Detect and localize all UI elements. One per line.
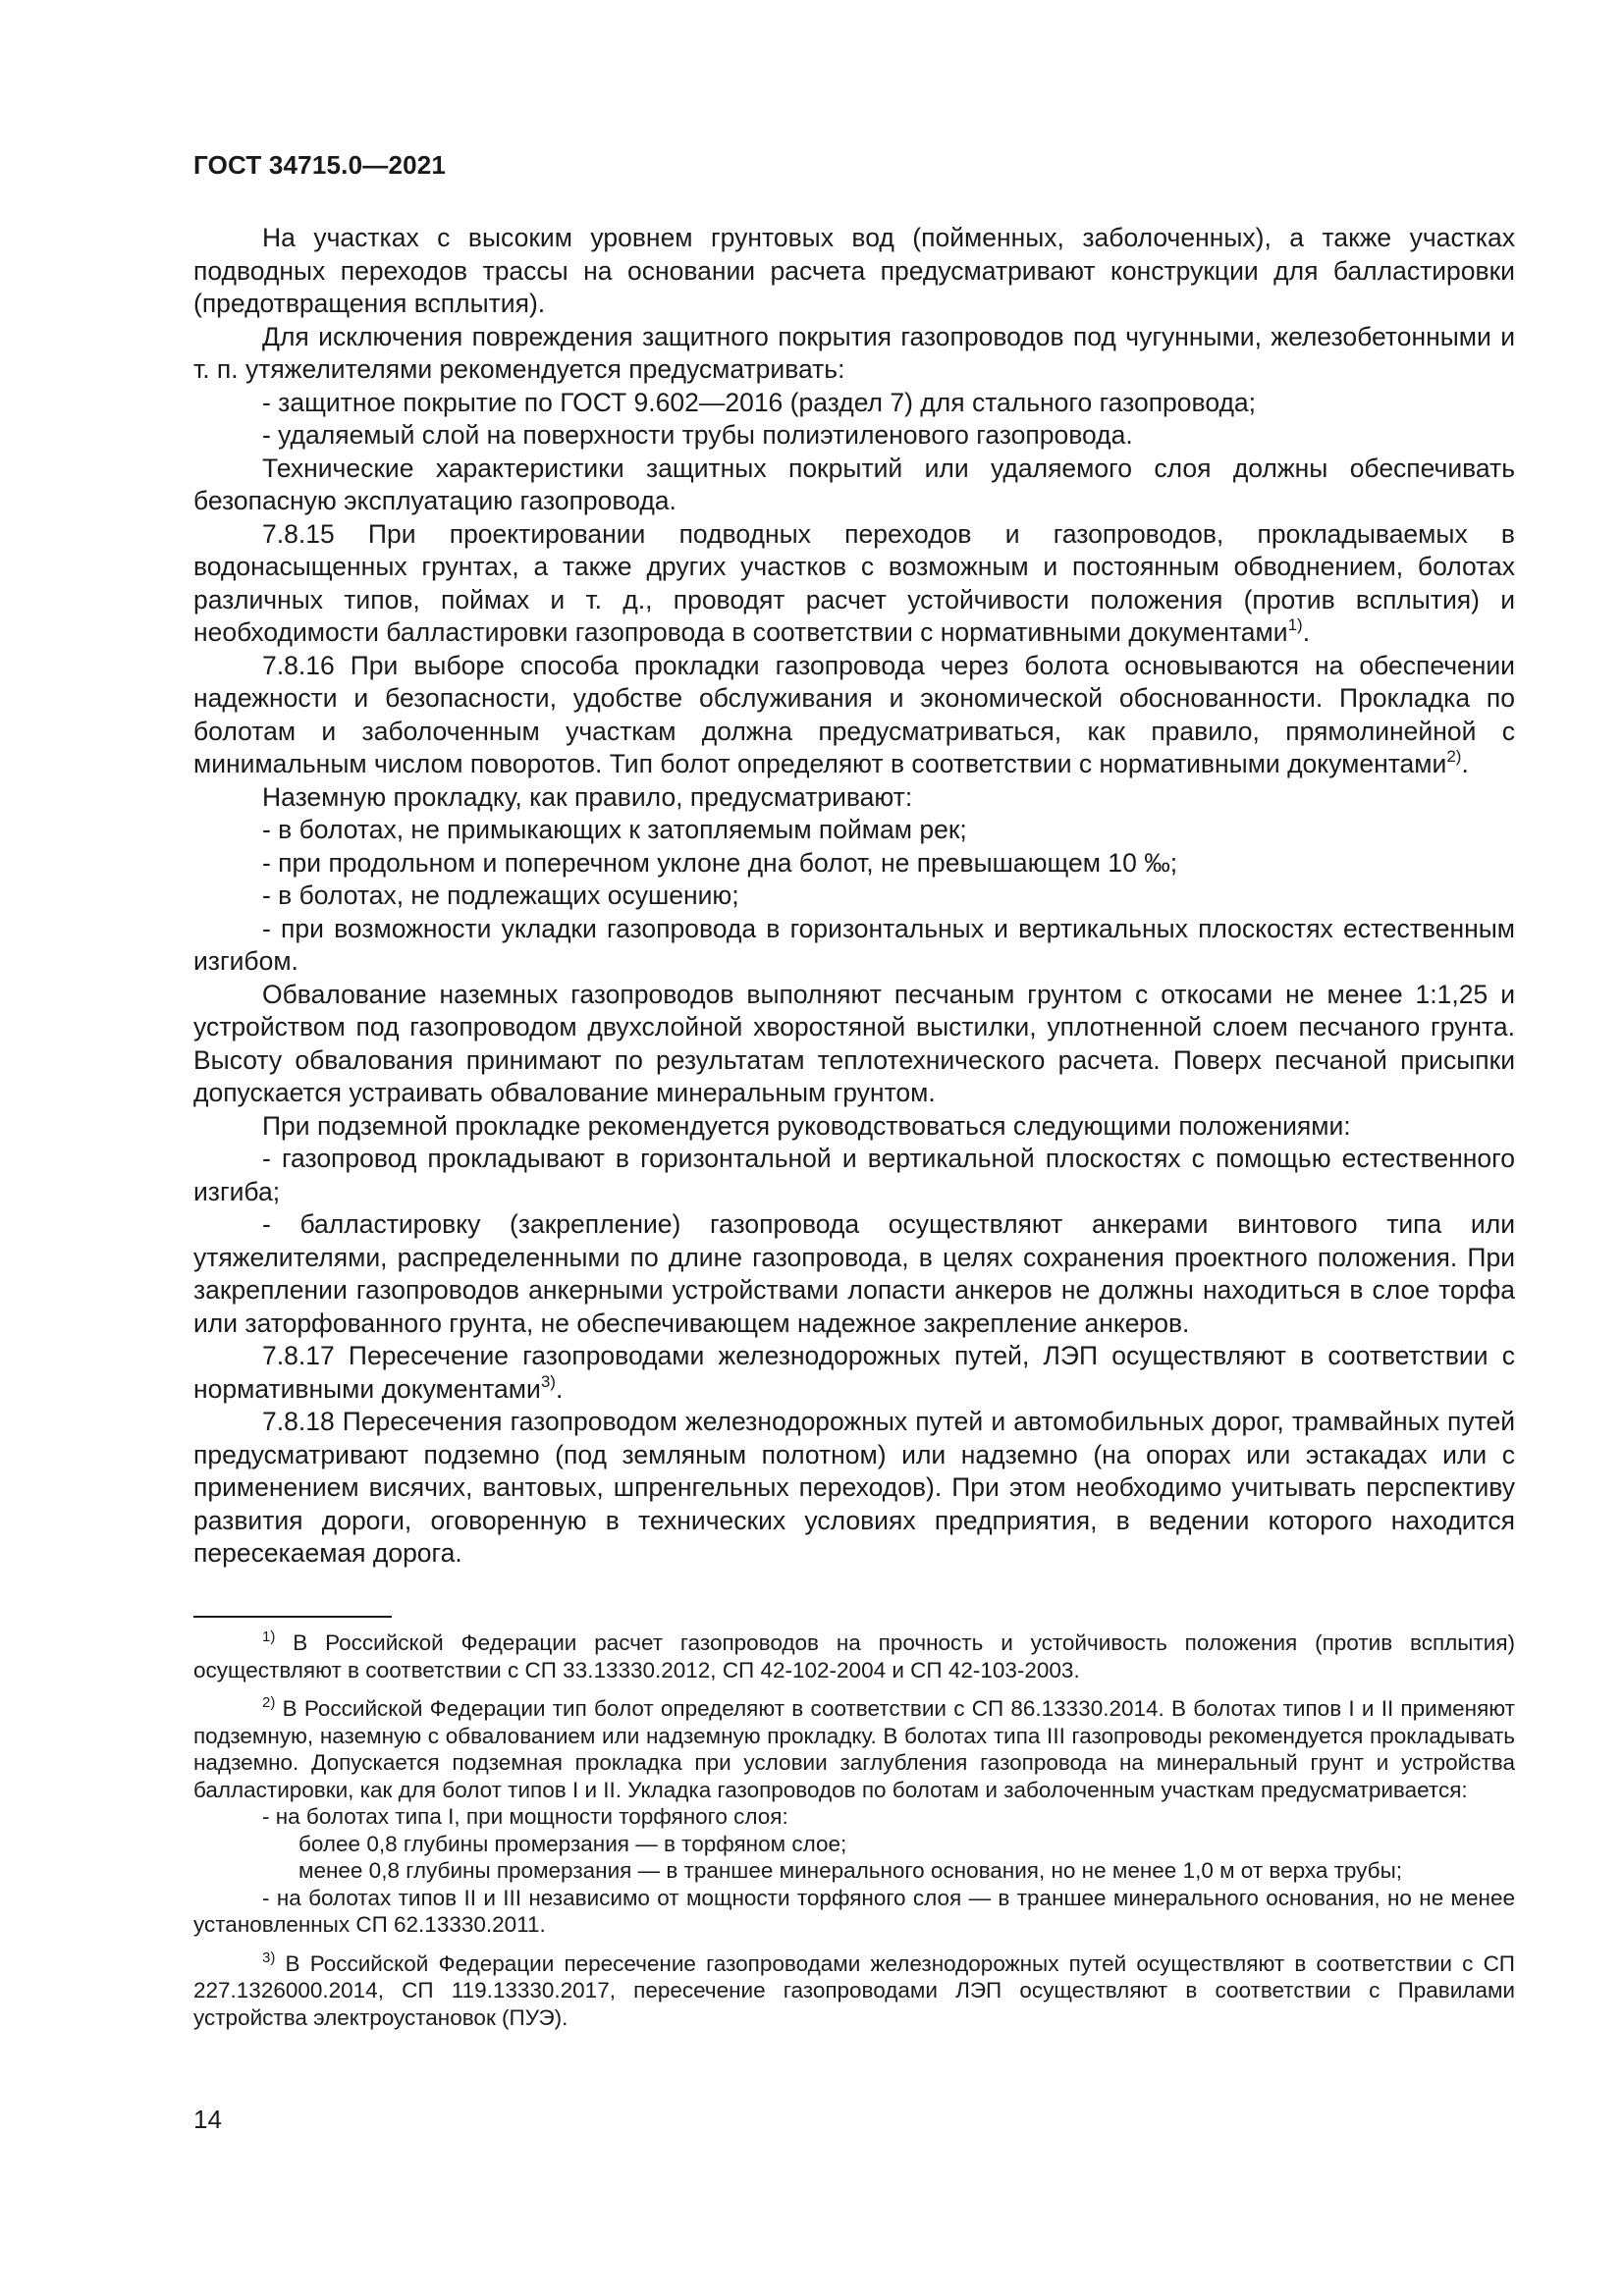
list-item: - в болотах, не подлежащих осушению; (262, 881, 739, 910)
period: . (555, 1373, 564, 1404)
list-item: - защитное покрытие по ГОСТ 9.602—2016 (раздел 7) для стального газопровода; (262, 387, 1257, 417)
list-item: - удаляемый слой на поверхности трубы полиэтиленового газопровода. (262, 420, 1133, 450)
paragraph: Технические характеристики защитных покрытий или удаляемого слоя должны обеспечивать безопасную эксплуатацию газопровода. (193, 453, 1515, 515)
main-text (193, 222, 1515, 1571)
footnotes (193, 1629, 1515, 2031)
clause-7-8-15 (193, 518, 1515, 650)
footnote-text: В Российской Федерации тип болот определяют в соответствии с СП 86.13330.2014. В болотах типов I и II применяют подземную, наземную с обвалованием или надземную прокладку. В болотах типа III газопроводы рекомендуется прокладывать надземно. Допускается подземная прокладка при условии заглубления газопровода на минеральный грунт и устройства балластировки, как для болот типов I и II. Укладка газопроводов по болотам и заболоченным участкам предусматривается: (193, 1696, 1515, 1802)
footnote-ref-1: 1) (1287, 615, 1303, 634)
footnote-sub-item: менее 0,8 глубины промерзания — в траншее минерального основания, но не менее 1,0 м от верха трубы; (298, 1858, 1402, 1883)
clause-text: 7.8.16 При выборе способа прокладки газопровода через болота основываются на обеспечении надежности и безопасности, удобстве обслуживания и экономической обоснованности. Прокладка по болотам и заболоченным участкам должна предусматриваться, как правило, прямолинейной с минимальным числом поворотов. Тип болот определяют в соответствии с нормативными документами (193, 650, 1515, 778)
footnote-ref-2: 2) (1446, 747, 1462, 766)
list-item: - при возможности укладки газопровода в горизонтальных и вертикальных плоскостях естественным изгибом. (193, 913, 1515, 976)
footnote-sub-item: более 0,8 глубины промерзания — в торфяном слое; (298, 1831, 847, 1856)
period: . (1461, 749, 1469, 778)
paragraph: На участках с высоким уровнем грунтовых вод (пойменных, заболоченных), а также участках подводных переходов трассы на основании расчета предусматривают конструкции для балластировки (предотвращения всплытия). (193, 223, 1515, 318)
footnote-list-item: - на болотах типа I, при мощности торфяного слоя: (262, 1804, 788, 1829)
footnote-marker: 1) (262, 1629, 276, 1645)
footnote-separator (193, 1616, 392, 1618)
clause-text: 7.8.15 При проектировании подводных переходов и газопроводов, прокладываемых в водонасыщенных грунтах, а также других участков с возможным и постоянным обводнением, болотах различных типов, поймах и т. д., проводят расчет устойчивости положения (против всплытия) и необходимости балластировки газопровода в соответствии с нормативными документами (193, 518, 1515, 647)
page-number: 14 (193, 2105, 222, 2134)
paragraph: Наземную прокладку, как правило, предусматривают: (262, 781, 913, 812)
footnote-marker: 2) (262, 1694, 276, 1711)
footnote-text: В Российской Федерации расчет газопроводов на прочность и устойчивость положения (против всплытия) осуществляют в соответствии с СП 33.13330.2012, СП 42-102-2004 и СП 42-103-2003. (193, 1630, 1515, 1682)
clause-7-8-16 (193, 650, 1515, 781)
footnote-ref-3: 3) (540, 1371, 556, 1391)
clause-text: 7.8.17 Пересечение газопроводами железнодорожных путей, ЛЭП осуществляют в соответствии с нормативными документами (193, 1341, 1515, 1404)
list-item: - при продольном и поперечном уклоне дна болот, не превышающем 10 ‰; (262, 847, 1178, 878)
document-code-header: ГОСТ 34715.0—2021 (193, 150, 447, 180)
footnote-text: В Российской Федерации пересечение газопроводами железнодорожных путей осуществляют в соответствии с СП 227.1326000.2014, СП 119.13330.2017, пересечение газопроводами ЛЭП осуществляют в соответствии с Правилами устройства электроустановок (ПУЭ). (193, 1950, 1515, 2030)
list-item: - в болотах, не примыкающих к затопляемым поймам рек; (262, 815, 967, 844)
paragraph: При подземной прокладке рекомендуется руководствоваться следующими положениями: (262, 1110, 1351, 1141)
clause-7-8-17 (193, 1340, 1515, 1406)
period: . (1302, 617, 1311, 647)
footnote-list-item: - на болотах типов II и III независимо от мощности торфяного слоя — в траншее минерального основания, но не менее установленных СП 62.13330.2011. (193, 1885, 1515, 1937)
list-item: - балластировку (закрепление) газопровода осуществляют анкерами винтового типа или утяжелителями, распределенными по длине газопровода, в целях сохранения проектного положения. При закреплении газопроводов анкерными устройствами лопасти анкеров не должны находиться в слое торфа или заторфованного грунта, не обеспечивающем надежное закрепление анкеров. (193, 1209, 1515, 1338)
footnote-marker: 3) (262, 1949, 276, 1966)
footnote-3 (193, 1950, 1515, 2032)
paragraph: Для исключения повреждения защитного покрытия газопроводов под чугунными, железобетонными и т. п. утяжелителями рекомендуется предусматривать: (193, 321, 1515, 384)
paragraph: Обвалование наземных газопроводов выполняют песчаным грунтом с откосами не менее 1:1,25 и устройством под газопроводом двухслойной хворостяной выстилки, уплотненной слоем песчаного грунта. Высоту обвалования принимают по результатам теплотехнического расчета. Поверх песчаной присыпки допускается устраивать обвалование минеральным грунтом. (193, 979, 1515, 1107)
footnote-1 (193, 1629, 1515, 1683)
footnote-2 (193, 1695, 1515, 1803)
clause-7-8-18: 7.8.18 Пересечения газопроводом железнодорожных путей и автомобильных дорог, трамвайных путей предусматривают подземно (под земляным полотном) или надземно (на опорах или эстакадах или с применением висячих, вантовых, шпренгельных переходов). При этом необходимо учитывать перспективу развития дороги, оговоренную в технических условиях предприятия, в ведении которого находится пересекаемая дорога. (193, 1407, 1515, 1568)
list-item: - газопровод прокладывают в горизонтальной и вертикальной плоскостях с помощью естественного изгиба; (193, 1144, 1515, 1206)
